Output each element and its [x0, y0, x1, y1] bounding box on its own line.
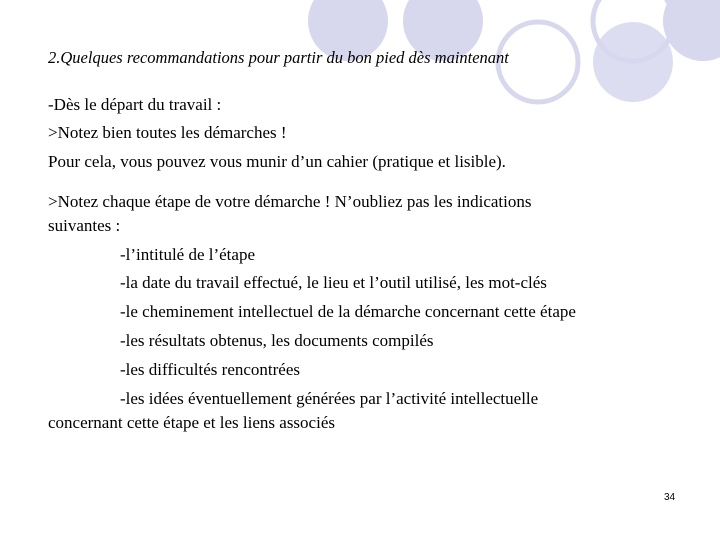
page-number: 34	[664, 492, 676, 503]
list-item-difficultes: -les difficultés rencontrées	[120, 360, 301, 379]
line-depart: -Dès le départ du travail :	[48, 95, 222, 114]
line-cahier: Pour cela, vous pouvez vous munir d’un cahier (pratique et lisible).	[48, 152, 506, 171]
list-item-intitule: -l’intitulé de l’étape	[120, 245, 255, 264]
list-item-resultats: -les résultats obtenus, les documents compilés	[120, 331, 434, 350]
list-item-cheminement: -le cheminement intellectuel de la démarche concernant cette étape	[120, 302, 576, 321]
line-notez-etape: >Notez chaque étape de votre démarche ! N’oubliez pas les indications	[48, 192, 532, 211]
list-item-date: -la date du travail effectué, le lieu et l’outil utilisé, les mot-clés	[120, 273, 547, 292]
circle-5	[593, 22, 673, 102]
slide-title: 2.Quelques recommandations pour partir du bon pied dès maintenant	[48, 48, 509, 67]
circle-3	[498, 22, 578, 102]
line-suivantes: suivantes :	[48, 216, 121, 235]
line-concernant: concernant cette étape et les liens associés	[48, 413, 335, 432]
list-item-idees: -les idées éventuellement générées par l’activité intellectuelle	[120, 389, 539, 408]
line-notez-demarches: >Notez bien toutes les démarches !	[48, 123, 287, 142]
